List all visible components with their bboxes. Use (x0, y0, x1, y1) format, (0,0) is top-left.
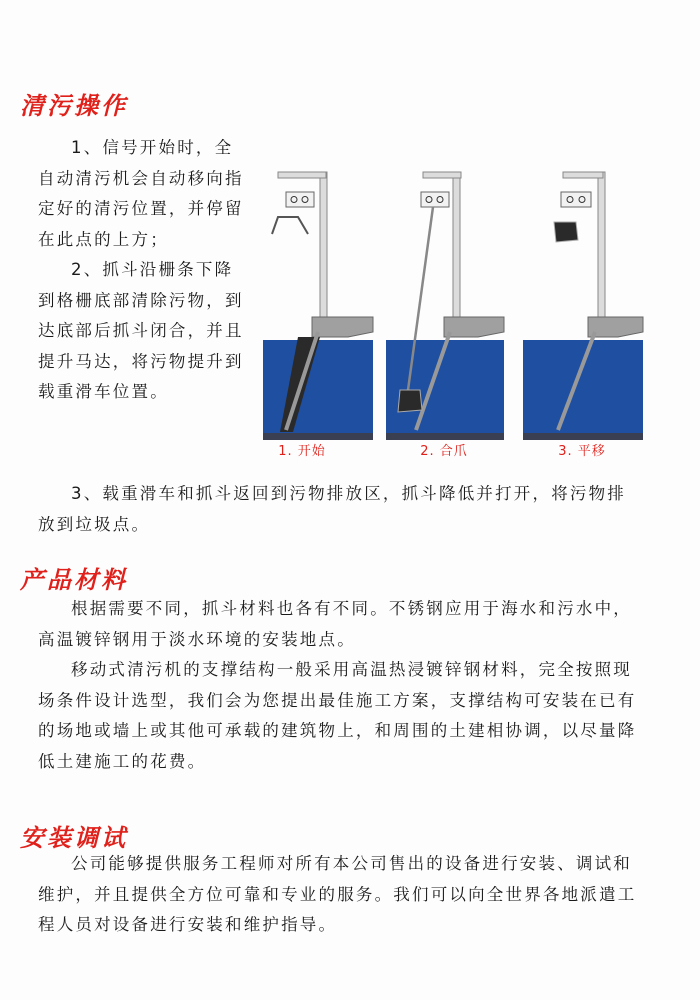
cleaning-step-1: 1、信号开始时，全自动清污机会自动移向指定好的清污位置，并停留在此点的上方； (38, 138, 244, 249)
section-title-cleaning: 清污操作 (20, 91, 128, 120)
cleaning-steps-full (38, 479, 638, 540)
install-paragraphs (38, 849, 638, 941)
panel-close-grab (386, 172, 504, 440)
material-para-2: 移动式清污机的支撑结构一般采用高温热浸镀锌钢材料，完全按照现场条件设计选型，我们会为您提出最佳施工方案，支撑结构可安装在已有的场地或墙上或其他可承载的建筑物上，和周围的土建相协调，以尽量降低土建施工的花费。 (38, 660, 637, 771)
cleaning-step-3: 3、载重滑车和抓斗返回到污物排放区，抓斗降低并打开，将污物排放到垃圾点。 (38, 484, 626, 534)
process-diagram (258, 162, 688, 462)
install-para-1: 公司能够提供服务工程师对所有本公司售出的设备进行安装、调试和维护，并且提供全方位可靠和专业的服务。我们可以向全世界各地派遣工程人员对设备进行安装和维护指导。 (38, 854, 637, 934)
caption-1: 1. 开始 (278, 444, 326, 459)
material-para-1: 根据需要不同，抓斗材料也各有不同。不锈钢应用于海水和污水中，高温镀锌钢用于淡水环境的安装地点。 (38, 599, 632, 649)
caption-3: 3. 平移 (558, 444, 606, 459)
material-paragraphs (38, 594, 638, 777)
caption-2: 2. 合爪 (420, 444, 468, 459)
section-title-install: 安装调试 (20, 823, 128, 852)
cleaning-steps-left (38, 133, 246, 408)
panel-translate (523, 172, 643, 440)
cleaning-step-2: 2、抓斗沿栅条下降到格栅底部清除污物，到达底部后抓斗闭合，并且提升马达，将污物提升到载重滑车位置。 (38, 260, 244, 401)
panel-start (263, 172, 373, 440)
section-title-material: 产品材料 (20, 565, 128, 594)
